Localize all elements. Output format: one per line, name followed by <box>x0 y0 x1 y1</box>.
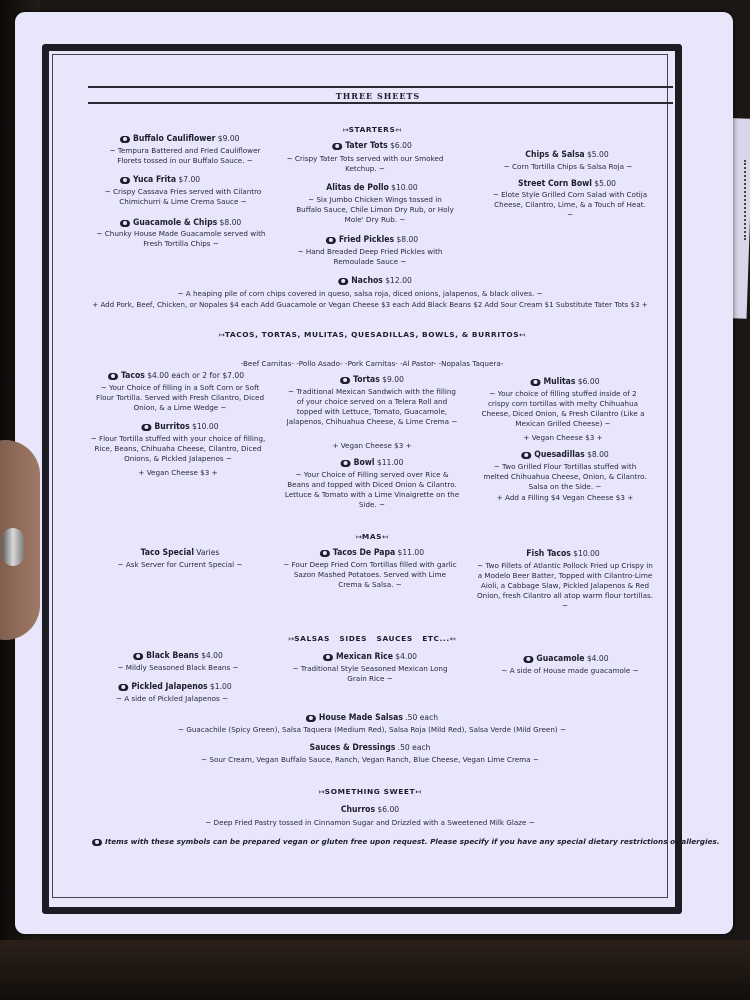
item-black-beans: Black Beans $4.00 <box>133 651 223 661</box>
vegan-symbol-icon <box>120 220 130 227</box>
item-churros-desc: ~ Deep Fried Pastry tossed in Cinnamon Sugar and Drizzled with a Sweetened Milk Glaze ~ <box>205 818 535 827</box>
dietary-footnote: Items with these symbols can be prepared vegan or gluten free upon request. Please specify if you have any special dietary restrictions or allergies. <box>92 837 720 847</box>
ring <box>2 528 24 566</box>
arrow-right-icon: ↤ <box>519 331 526 339</box>
item-burritos: Burritos $10.00 <box>141 422 218 432</box>
item-guacamole: Guacamole $4.00 <box>523 654 608 664</box>
item-street-corn-desc: ~ Elote Style Grilled Corn Salad with Cotija Cheese, Cilantro, Lime, & a Touch of Heat. ~ <box>492 190 648 219</box>
vegan-symbol-icon <box>133 653 143 660</box>
vegan-symbol-icon <box>340 377 350 384</box>
item-mulitas-desc: ~ Your choice of filling stuffed inside of 2 crispy corn tortillas with melty Chihuahua Cheese, Diced Onion, & Fresh Cilantro (Like a Mexican Grilled Cheese) ~ <box>481 389 645 428</box>
vegan-symbol-icon <box>521 452 531 459</box>
arrow-right-icon: ↤ <box>395 126 402 134</box>
item-taco-special: Taco Special Varies <box>140 548 220 558</box>
arrow-left-icon: ↦ <box>218 331 225 339</box>
arrow-left-icon: ↦ <box>288 635 295 643</box>
vegan-symbol-icon <box>320 550 330 557</box>
item-nachos-desc: ~ A heaping pile of corn chips covered in queso, salsa roja, diced onions, jalapenos, & black olives. ~ <box>177 289 543 298</box>
item-bowl-desc: ~ Your Choice of Filling served over Rice & Beans and topped with Diced Onion & Cilantro. Lettuce & Tomato with a Lime Vinaigrette on the Side. ~ <box>284 470 460 509</box>
item-burritos-desc: ~ Flour Tortilla stuffed with your choice of filling, Rice, Beans, Chihuaha Cheese, Cilantro, Diced Onions, & Pickled Jalapenos ~ <box>90 434 266 463</box>
item-guacamole-desc: ~ A side of House made guacamole ~ <box>501 666 639 675</box>
item-guacamole-chips: Guacamole & Chips $8.00 <box>120 218 241 228</box>
item-alitas: Alitas de Pollo $10.00 <box>326 183 418 193</box>
item-sauces-dressings-desc: ~ Sour Cream, Vegan Buffalo Sauce, Ranch, Vegan Ranch, Blue Cheese, Vegan Lime Crema ~ <box>201 755 539 764</box>
item-quesadillas-desc: ~ Two Grilled Flour Tortillas stuffed with melted Chihuahua Cheese, Onion, & Cilantro. Salsa on the Side. ~ <box>483 462 647 491</box>
arrow-right-icon: ↤ <box>415 788 422 796</box>
item-pickled-jalapenos-desc: ~ A side of Pickled Jalapenos ~ <box>115 694 229 703</box>
item-quesadillas-addon: + Add a Filling $4 Vegan Cheese $3 + <box>496 493 634 502</box>
item-mulitas: Mulitas $6.00 <box>530 377 599 387</box>
item-fish-tacos: Fish Tacos $10.00 <box>526 549 600 559</box>
arrow-right-icon: ↤ <box>449 635 456 643</box>
item-alitas-desc: ~ Six Jumbo Chicken Wings tossed in Buffalo Sauce, Chile Limon Dry Rub, or Holy Mole' Dry Rub. ~ <box>296 195 454 224</box>
item-house-salsas-desc: ~ Guacachile (Spicy Green), Salsa Taquera (Medium Red), Salsa Roja (Mild Red), Salsa Verde (Mild Green) ~ <box>177 725 567 734</box>
item-mexican-rice: Mexican Rice $4.00 <box>323 652 417 662</box>
header-line-top <box>88 86 673 88</box>
section-tacos: ↦TACOS, TORTAS, MULITAS, QUESADILLAS, BOWLS, & BURRITOS↤ <box>218 330 526 339</box>
header-line-bottom <box>88 102 673 104</box>
menu-title: THREE SHEETS <box>335 91 421 101</box>
fillings-list: -Beef Carnitas- -Pollo Asado- -Pork Carnitas- -Al Pastor- -Nopalas Taquera- <box>240 359 504 368</box>
item-guacamole-chips-desc: ~ Chunky House Made Guacamole served with Fresh Tortilla Chips ~ <box>96 229 266 248</box>
vegan-symbol-icon <box>332 143 342 150</box>
item-bowl: Bowl $11.00 <box>341 458 404 468</box>
section-mas: ↦MAS↤ <box>356 532 388 541</box>
item-tater-tots: Tater Tots $6.00 <box>332 141 412 151</box>
section-something-sweet: ↦SOMETHING SWEET↤ <box>318 787 422 796</box>
arrow-left-icon: ↦ <box>356 533 362 541</box>
item-taco-special-desc: ~ Ask Server for Current Special ~ <box>117 560 243 569</box>
vegan-symbol-icon <box>141 424 151 431</box>
vegan-symbol-icon <box>108 373 118 380</box>
item-nachos-addons: + Add Pork, Beef, Chicken, or Nopales $4 each Add Guacamole or Vegan Cheese $3 each Add Black Beans $2 Add Sour Cream $1 Substitute Tater Tots $3 + <box>92 300 648 309</box>
arrow-left-icon: ↦ <box>318 788 325 796</box>
item-fried-pickles: Fried Pickles $8.00 <box>326 235 418 245</box>
item-pickled-jalapenos: Pickled Jalapenos $1.00 <box>118 682 231 692</box>
item-yuca-frita-desc: ~ Crispy Cassava Fries served with Cilantro Chimichurri & Lime Crema Sauce ~ <box>104 187 262 206</box>
vegan-symbol-icon <box>306 715 316 722</box>
item-mexican-rice-desc: ~ Traditional Style Seasoned Mexican Long Grain Rice ~ <box>292 664 448 683</box>
item-tacos: Tacos $4.00 each or 2 for $7.00 <box>108 371 244 381</box>
item-tortas-addon: + Vegan Cheese $3 + <box>332 441 412 450</box>
item-tacos-desc: ~ Your Choice of filling in a Soft Corn or Soft Flour Tortilla. Served with Fresh Cilantro, Diced Onion, & a Lime Wedge ~ <box>95 383 265 412</box>
item-chips-salsa: Chips & Salsa $5.00 <box>525 150 609 160</box>
arrow-left-icon: ↦ <box>342 126 349 134</box>
item-buffalo-cauliflower-desc: ~ Tempura Battered and Fried Cauliflower Florets tossed in our Buffalo Sauce. ~ <box>109 146 261 165</box>
item-yuca-frita: Yuca Frita $7.00 <box>120 175 200 185</box>
section-salsas-sides: ↦SALSAS SIDES SAUCES ETC...↤ <box>288 634 456 643</box>
vegan-symbol-icon <box>118 684 128 691</box>
item-burritos-addon: + Vegan Cheese $3 + <box>138 468 218 477</box>
vegan-symbol-icon <box>341 460 351 467</box>
item-mulitas-addon: + Vegan Cheese $3 + <box>523 433 603 442</box>
background-paper-text <box>744 160 750 240</box>
section-starters: ↦STARTERS↤ <box>342 125 402 134</box>
item-tacos-de-papa-desc: ~ Four Deep Fried Corn Tortillas filled with garlic Sazon Mashed Potatoes. Served with Lime Crema & Salsa. ~ <box>283 560 457 589</box>
item-fried-pickles-desc: ~ Hand Breaded Deep Fried Pickles with Remoulade Sauce ~ <box>297 247 443 266</box>
vegan-symbol-icon <box>323 654 333 661</box>
item-buffalo-cauliflower: Buffalo Cauliflower $9.00 <box>120 134 240 144</box>
vegan-symbol-icon <box>523 656 533 663</box>
vegan-symbol-icon <box>530 379 540 386</box>
item-fish-tacos-desc: ~ Two Fillets of Atlantic Pollock Fried up Crispy in a Modelo Beer Batter, Topped with Cilantro-Lime Aioli, a Cabbage Slaw, Pickled Jalapenos & Red Onion, fresh Cilantro all atop warm flour tortillas. ~ <box>476 561 654 610</box>
vegan-symbol-icon <box>326 237 336 244</box>
item-black-beans-desc: ~ Mildly Seasoned Black Beans ~ <box>117 663 239 672</box>
item-street-corn: Street Corn Bowl $5.00 <box>518 179 616 189</box>
vegan-symbol-icon <box>338 278 348 285</box>
item-house-salsas: House Made Salsas .50 each <box>306 713 438 723</box>
item-tortas: Tortas $9.00 <box>340 375 404 385</box>
item-tortas-desc: ~ Traditional Mexican Sandwich with the filling of your choice served on a Telera Roll and topped with Lettuce, Tomato, Guacamole, Jalapenos, Chihuahua Cheese, & Lime Crema ~ <box>286 387 458 426</box>
item-churros: Churros $6.00 <box>340 805 400 815</box>
item-tater-tots-desc: ~ Crispy Tater Tots served with our Smoked Ketchup. ~ <box>286 154 444 173</box>
item-sauces-dressings: Sauces & Dressings .50 each <box>309 743 431 753</box>
arrow-right-icon: ↤ <box>382 533 388 541</box>
item-quesadillas: Quesadillas $8.00 <box>521 450 609 460</box>
item-tacos-de-papa: Tacos De Papa $11.00 <box>320 548 424 558</box>
vegan-symbol-icon <box>92 839 102 846</box>
background-table-edge <box>0 940 750 1000</box>
item-chips-salsa-desc: ~ Corn Tortilla Chips & Salsa Roja ~ <box>503 162 633 171</box>
item-nachos: Nachos $12.00 <box>338 276 412 286</box>
vegan-symbol-icon <box>120 136 130 143</box>
vegan-symbol-icon <box>120 177 130 184</box>
